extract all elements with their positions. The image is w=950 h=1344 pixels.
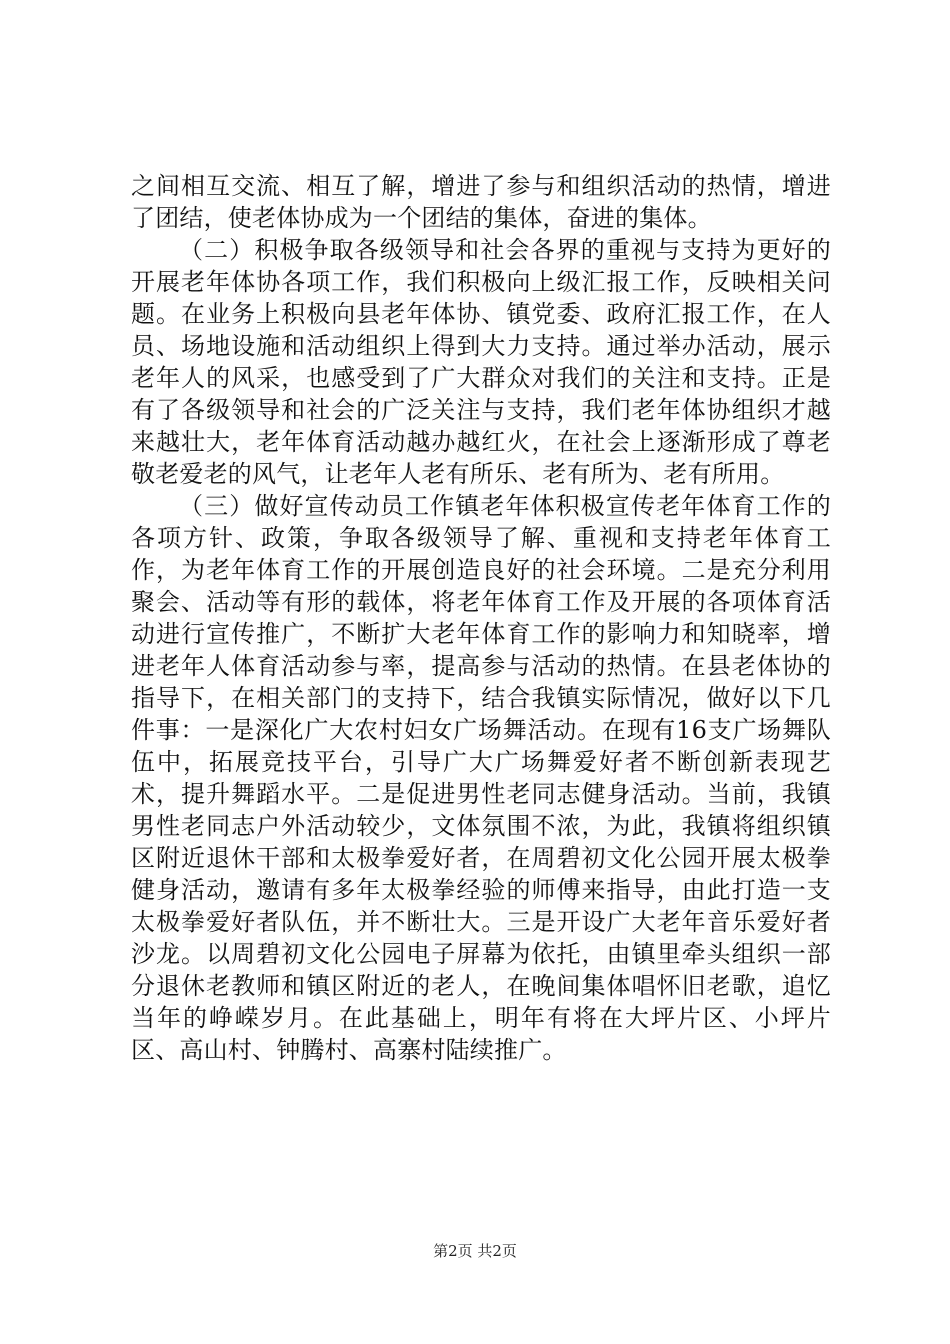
paragraph-section-three: （三）做好宣传动员工作镇老年体积极宣传老年体育工作的各项方针、政策，争取各级领导了解、重视和支持老年体育工作，为老年体育工作的开展创造良好的社会环境。二是充分利用聚会、活动等有形的载体，将老年体育工作及开展的各项体育活动进行宣传推广，不断扩大老年体育工作的影响力和知晓率，增进老年人体育活动参与率，提高参与活动的热情。在县老体协的指导下，在相关部门的支持下，结合我镇实际情况，做好以下几件事：一是深化广大农村妇女广场舞活动。在现有16支广场舞队伍中，拓展竞技平台，引导广大广场舞爱好者不断创新表现艺术，提升舞蹈水平。二是促进男性老同志健身活动。当前，我镇男性老同志户外活动较少，文体氛围不浓，为此，我镇将组织镇区附近退休干部和太极拳爱好者，在周碧初文化公园开展太极拳健身活动，邀请有多年太极拳经验的师傅来指导，由此打造一支太极拳爱好者队伍，并不断壮大。三是开设广大老年音乐爱好者沙龙。以周碧初文化公园电子屏幕为依托，由镇里牵头组织一部分退休老教师和镇区附近的老人，在晚间集体唱怀旧老歌，追忆当年的峥嵘岁月。在此基础上，明年有将在大坪片区、小坪片区、高山村、钟腾村、高寨村陆续推广。 bbox=[131, 492, 831, 1064]
page-number-footer: 第2页 共2页 bbox=[433, 1242, 517, 1260]
document-body bbox=[131, 170, 831, 1066]
paragraph-section-two: （二）积极争取各级领导和社会各界的重视与支持为更好的开展老年体协各项工作，我们积极向上级汇报工作，反映相关问题。在业务上积极向县老年体协、镇党委、政府汇报工作，在人员、场地设施和活动组织上得到大力支持。通过举办活动，展示老年人的风采，也感受到了广大群众对我们的关注和支持。正是有了各级领导和社会的广泛关注与支持，我们老年体协组织才越来越壮大，老年体育活动越办越红火，在社会上逐渐形成了尊老敬老爱老的风气，让老年人老有所乐、老有所为、老有所用。 bbox=[131, 236, 831, 488]
paragraph-continuation: 之间相互交流、相互了解，增进了参与和组织活动的热情，增进了团结，使老体协成为一个团结的集体，奋进的集体。 bbox=[131, 172, 831, 232]
